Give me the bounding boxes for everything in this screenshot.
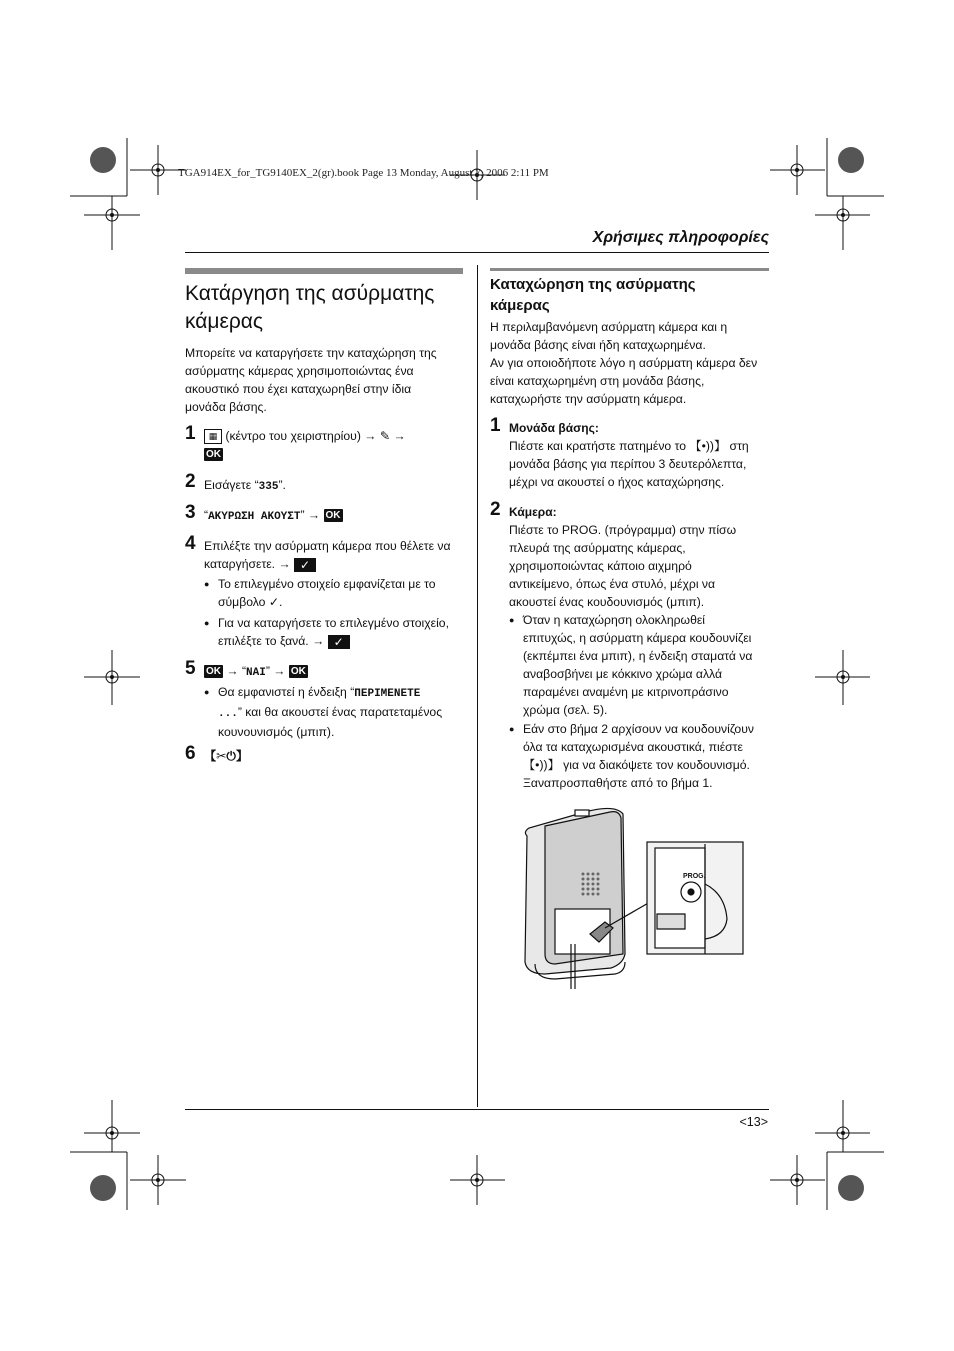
check-key: ✓ (328, 635, 350, 649)
right-step-1-text: Μονάδα βάσης: Πιέστε και κρατήστε πατημένο το 【•))】 στη μονάδα βάσης για περίπου 3 δευτερόλεπτα, μέχρι να ακουστεί ο ήχος καταχώρησης. (509, 421, 749, 489)
check-key: ✓ (294, 558, 316, 572)
file-info: TGA914EX_for_TG9140EX_2(gr).book Page 13 Monday, August 7, 2006 2:11 PM (178, 167, 549, 179)
column-divider (477, 265, 478, 1107)
right-heading-bar (490, 268, 769, 271)
page-number: <13> (739, 1115, 768, 1129)
step-5-number: 5 (185, 658, 196, 679)
step-1-number: 1 (185, 423, 196, 444)
camera-illustration (515, 804, 747, 999)
right-bullet-1: ● Όταν η καταχώρηση ολοκληρωθεί επιτυχώς, η ασύρματη κάμερα κουδουνίζει (εκπέμπει ένα μπιπ), η ένδειξη σταματά να αναβοσβήνει με κόκκινο χρώμα αλλά παραμένει αναμένη με κιτρινοπράσινο χρώμα (σελ. 5). (523, 611, 773, 719)
header-rule (185, 252, 769, 253)
step-6-key: 【✂⏻】 (204, 749, 249, 763)
right-intro: Η περιλαμβανόμενη ασύρματη κάμερα και η μονάδα βάσης είναι ήδη καταχωρημένα. Αν για οποιοδήποτε λόγο η ασύρματη κάμερα δεν είναι καταχωρημένη στη μονάδα βάσης, καταχωρήστε την ασύρματη κάμερα. (490, 320, 758, 406)
step-2-number: 2 (185, 471, 196, 492)
right-step-2-text: Κάμερα: Πιέστε το PROG. (πρόγραμμα) στην πίσω πλευρά της ασύρματης κάμερας, χρησιμοποιώντας κάποιο αιχμηρό αντικείμενο, όπως ένα στυλό, μέχρι να ακουστεί ένας κουδουνισμός (μπιπ). (509, 505, 737, 609)
left-intro: Μπορείτε να καταργήσετε την καταχώρηση της ασύρματης κάμερας χρησιμοποιώντας ένα ακουστικό που έχει καταχωρηθεί στην ίδια μονάδα βάσης. (185, 346, 437, 414)
step-4-number: 4 (185, 533, 196, 554)
left-heading-bar (185, 268, 463, 274)
footer-rule (185, 1109, 769, 1110)
step-4-bullet-2: ● Για να καταργήσετε το επιλεγμένο στοιχείο, επιλέξτε το ξανά. → ✓ (218, 614, 473, 650)
step-6-number: 6 (185, 743, 196, 764)
step-5-bullet: ● Θα εμφανιστεί η ένδειξη “ΠΕΡΙΜΕΝΕΤΕ ...” και θα ακουστεί ένας παρατεταμένος κουνουνισμός (μπιπ). (218, 683, 473, 741)
step-3-text: “ΑΚΥΡΩΣΗ ΑΚΟΥΣΤ” → OK (204, 508, 341, 523)
right-step-2-number: 2 (490, 499, 501, 520)
step-5-text: OK → “ΝΑΙ” → OK (206, 664, 306, 679)
step-4-bullet-1: ● Το επιλεγμένο στοιχείο εμφανίζεται με το σύμβολο ✓. (218, 575, 473, 611)
ok-key: OK (325, 510, 341, 522)
prog-label: PROG. (683, 873, 706, 880)
step-2-text: Εισάγετε “335”. (204, 478, 286, 493)
menu-icon: ▦ (204, 429, 222, 444)
ok-key: OK (206, 666, 221, 678)
step-4-text: Επιλέξτε την ασύρματη κάμερα που θέλετε να καταργήσετε. → ✓ (204, 539, 451, 572)
right-bullet-2: ● Εάν στο βήμα 2 αρχίσουν να κουδουνίζουν όλα τα καταχωρισμένα ακουστικά, πιέστε 【•))】 για να διακόψετε τον κουδουνισμό. Ξαναπροσπαθήστε από το βήμα 1. (523, 720, 773, 792)
right-step-1-number: 1 (490, 415, 501, 436)
step-3-number: 3 (185, 502, 196, 523)
phonebook-icon: ✎ (379, 429, 391, 443)
ok-key: OK (290, 666, 306, 678)
right-title: Καταχώρηση της ασύρματης κάμερας (490, 276, 696, 314)
section-title: Χρήσιμες πληροφορίες (592, 229, 769, 246)
ok-key: OK (206, 449, 221, 461)
left-title: Κατάργηση της ασύρματης κάμερας (185, 282, 435, 333)
step-1-text: ▦ (κέντρο του χειριστηρίου) → ✎ → OK (206, 429, 406, 461)
